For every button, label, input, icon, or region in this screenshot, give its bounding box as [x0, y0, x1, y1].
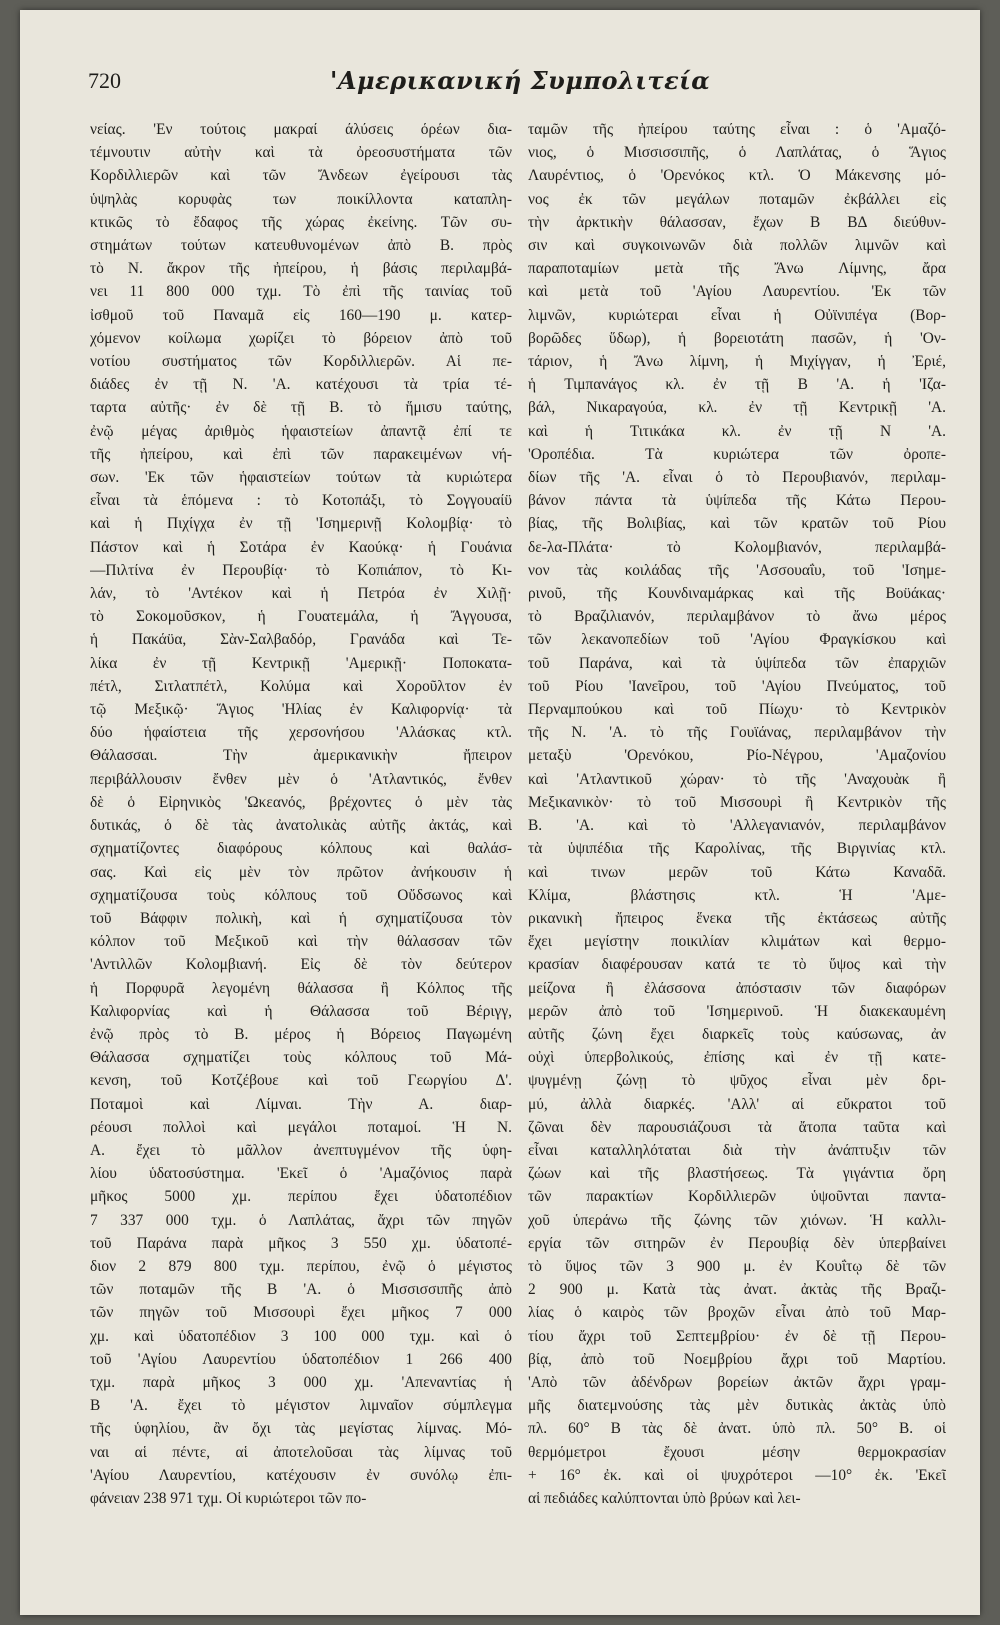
text-line: Καλιφορνίας καὶ ἡ Θάλασσα τοῦ Βέριγγ,	[90, 1002, 512, 1020]
text-line: τῶν λεκανοπεδίων τοῦ 'Αγίου Φραγκίσκου καὶ	[528, 631, 946, 649]
text-line: ναι αἱ πέντε, αἱ ἀποτελοῦσαι τὰς λίμνας τοῦ	[90, 1443, 512, 1461]
text-line: ταμῶν τῆς ἠπείρου ταύτης εἶναι : ὁ 'Αμαζό-	[528, 121, 946, 138]
text-line: ρικανικὴ ἤπειρος ἕνεκα τῆς ἐκτάσεως αὐτῆς	[528, 909, 946, 927]
text-line: καὶ τινων μερῶν τοῦ Κάτω Καναδᾶ.	[528, 863, 946, 881]
text-line: χοῦ ὑπεράνω τῆς ζώνης τῶν χιόνων. Ἡ καλλι-	[528, 1211, 946, 1229]
text-line: Α. ἔχει τὸ μᾶλλον ἀνεπτυγμένον τῆς ὑφη-	[90, 1141, 512, 1159]
text-line: Λαυρέντιος, ὁ 'Ορενόκος κτλ. Ὁ Μάκενσης μό-	[528, 167, 946, 185]
text-line: εργία τῶν σιτηρῶν ἐν Περουβίᾳ δὲν ὑπερβαίνει	[528, 1234, 946, 1252]
text-line: τῶν πηγῶν τοῦ Μισσουρὶ ἔχει μῆκος 7 000	[90, 1304, 512, 1322]
text-line: μείζονα ἢ ἐλάσσονα ἀπόστασιν τῶν διαφόρων	[528, 979, 946, 997]
text-line: νείας. 'Εν τούτοις μακραί άλύσεις όρέων δια-	[90, 121, 512, 138]
text-line: 'Αγίου Λαυρεντίου, κατέχουσιν ἐν συνόλῳ ἐπι-	[90, 1466, 512, 1484]
text-line: λίας ὁ καιρὸς τῶν βροχῶν εἶναι ἀπὸ τοῦ Μαρ-	[528, 1304, 946, 1322]
text-line: τοῦ Ρίου 'Ιανεῖρου, τοῦ 'Αγίου Πνεύματος, τοῦ	[528, 677, 946, 695]
text-line: Θάλασσα σχηματίζει τοὺς κόλπους τοῦ Μά-	[90, 1049, 512, 1067]
text-line: βορῶδες ὕδωρ), ἡ βορειοτάτη πασῶν, ἡ 'Ον-	[528, 329, 946, 347]
text-line: 'Αντιλλῶν Κολομβιανή. Εἰς δὲ τὸν δεύτερον	[90, 956, 512, 974]
text-line: τχμ. παρὰ μῆκος 3 000 χμ. 'Απεναντίας ἡ	[90, 1373, 512, 1391]
text-line: ρινοῦ, τῆς Κουνδιναμάρκας καὶ τῆς Βοϋάκας·	[528, 585, 946, 603]
text-line: κόλπον τοῦ Μεξικοῦ καὶ τὴν θάλασσαν τῶν	[90, 933, 512, 951]
text-line: τὰ ὑψιπέδια τῆς Καρολίνας, τῆς Βιργινίας κτλ.	[528, 840, 946, 858]
text-line: διάδες ἐν τῇ Ν. 'Α. κατέχουσι τὰ τρία τέ-	[90, 376, 512, 394]
text-line: 7 337 000 τχμ. ὁ Λαπλάτας, ἄχρι τῶν πηγῶν	[90, 1211, 512, 1229]
text-line: καὶ ἡ Πιχίγχα ἐν τῇ 'Ισημερινῇ Κολομβίᾳ· τὸ	[90, 515, 512, 533]
text-line: ἰσθμοῦ τοῦ Παναμᾶ εἰς 160—190 μ. κατερ-	[90, 306, 512, 324]
text-line: ζώων καὶ τῆς βλαστήσεως. Τὰ γιγάντια ὄρη	[528, 1165, 946, 1183]
text-line: σχηματίζουσα τοὺς κόλπους τοῦ Οὔδσωνος καὶ	[90, 886, 512, 904]
text-line: τὸ ὕψος τῶν 3 900 μ. ἐν Κουΐτῳ δὲ τῶν	[528, 1257, 946, 1275]
text-line: ὑψηλὰς κορυφὰς των ποικίλλοντα καταπλη-	[90, 190, 512, 208]
text-line: Μεξικανικὸν· τὸ τοῦ Μισσουρὶ ἢ Κεντρικὸν τῆς	[528, 793, 946, 811]
text-line: τίου ἄχρι τοῦ Σεπτεμβρίου· ἐν δὲ τῇ Περου-	[528, 1327, 946, 1345]
text-line: πέτλ, Σιτλατπέτλ, Κολύμα καὶ Χοροῦλτον ἐν	[90, 677, 512, 695]
text-line: δε-λα-Πλάτα· τὸ Κολομβιανόν, περιλαμβά-	[528, 538, 946, 556]
right-column	[528, 118, 946, 1510]
text-line: τοῦ Βάφφιν πολικὴ, καὶ ἡ σχηματίζουσα τὸν	[90, 909, 512, 927]
text-line: σιν καὶ συγκοινωνῶν διὰ πολλῶν λιμνῶν καὶ	[528, 237, 946, 255]
text-line: δίων τῆς 'Α. εἶναι ὁ τὸ Περουβιανόν, περιλαμ-	[528, 469, 946, 487]
text-line: τοῦ Παράνα, καὶ τὰ ὑψίπεδα τῶν ἐπαρχιῶν	[528, 654, 946, 672]
text-line: νοτίου συστήματος τῶν Κορδιλλιερῶν. Αἱ πε-	[90, 353, 512, 371]
page-number: 720	[88, 68, 121, 93]
text-line: λίου ὑδατοσύστημα. 'Εκεῖ ὁ 'Αμαζόνιος παρὰ	[90, 1165, 512, 1183]
text-line: τὸ Σοκομοῦσκον, ἡ Γουατεμάλα, ἡ Ἄγγουσα,	[90, 608, 512, 626]
text-line: τῶν ποταμῶν τῆς Β 'Α. ὁ Μισσισσιπῆς ἀπὸ	[90, 1281, 512, 1299]
text-line: καὶ ἡ Τιτικάκα κλ. ἐν τῇ Ν 'Α.	[528, 422, 946, 440]
text-line: τὸ Βραζιλιανόν, περιλαμβάνον τὸ ἄνω μέρος	[528, 608, 946, 626]
text-line: ἐνῷ πρὸς τὸ Β. μέρος ἡ Βόρειος Παγωμένη	[90, 1025, 512, 1043]
running-head: 'Αμερικανική Συμπολιτεία	[330, 66, 711, 95]
text-line: βίᾳ, ἀπὸ τοῦ Νοεμβρίου ἄχρι τοῦ Μαρτίου.	[528, 1350, 946, 1368]
text-line: τῆς Ν. 'Α. τὸ τῆς Γουϊάνας, περιλαμβάνον τὴν	[528, 724, 946, 742]
text-line: κρασίαν διαφέρουσαν κατά τε τὸ ὕψος καὶ τὴν	[528, 956, 946, 974]
text-line: μῆκος 5000 χμ. περίπου ἔχει ὑδατοπέδιον	[90, 1188, 512, 1206]
text-line: Β. 'Α. καὶ τὸ 'Αλλεγανιανόν, περιλαμβάνον	[528, 817, 946, 835]
text-line: Ποταμοὶ καὶ Λίμναι. Τὴν Α. διαρ-	[90, 1095, 512, 1113]
text-line: πλ. 60° Β τὰς δὲ ἀνατ. ὑπὸ πλ. 50° Β. οἱ	[528, 1420, 946, 1438]
text-line: μύ, ἀλλὰ διαρκές. 'Αλλ' αἱ εὔκρατοι τοῦ	[528, 1095, 946, 1113]
text-line: διον 2 879 800 τχμ. περίπου, ἐνῷ ὁ μέγιστος	[90, 1257, 512, 1275]
text-line: τὸ Ν. ἄκρον τῆς ἠπείρου, ἡ βάσις περιλαμβά-	[90, 260, 512, 278]
text-line: Πάστον καὶ ἡ Σοτάρα ἐν Καούκᾳ· ἡ Γουάνια	[90, 538, 512, 556]
text-line: ἡ Πορφυρᾶ λεγομένη θάλασσα ἢ Κόλπος τῆς	[90, 979, 512, 997]
text-line: αὐτῆς ζώνη ἔχει διαρκεῖς τοὺς καύσωνας, ἀν	[528, 1025, 946, 1043]
text-line: 'Οροπέδια. Τὰ κυριώτερα τῶν ὀροπε-	[528, 445, 946, 463]
text-line: ἔχει μεγίστην ποικιλίαν κλιμάτων καὶ θερμο-	[528, 933, 946, 951]
text-line: τῶν παρακτίων Κορδιλλιερῶν ὑψοῦνται παντα-	[528, 1188, 946, 1206]
text-line: ἡ Πακάϋα, Σὰν-Σαλβαδόρ, Γρανάδα καὶ Τε-	[90, 631, 512, 649]
text-line: νος ἐκ τῶν μεγάλων ποταμῶν ἐκβάλλει εἰς	[528, 190, 946, 208]
text-line: μῆς διατεμνούσης τὰς μὲν δυτικὰς ἀκτὰς ὑπὸ	[528, 1397, 946, 1415]
text-line: σχηματίζοντες διαφόρους κόλπους καὶ θαλάσ-	[90, 840, 512, 858]
text-line: κτικῶς τὸ ἔδαφος τῆς χώρας ἐκείνης. Τῶν συ-	[90, 213, 512, 231]
text-line: παραποταμίων μετὰ τῆς Ἄνω Λίμνης, ἄρα	[528, 260, 946, 278]
text-line: Β 'Α. ἔχει τὸ μέγιστον λιμναῖον σύμπλεγμα	[90, 1397, 512, 1415]
text-line: ζῶναι δὲν παρουσιάζουσι τὰ ἄτοπα ταῦτα καὶ	[528, 1118, 946, 1136]
text-line: ταρτα αὐτῆς· ἐν δὲ τῇ Β. τὸ ἥμισυ ταύτης,	[90, 399, 512, 417]
text-line: ψυγμένῃ ζώνῃ τὸ ψῦχος εἶναι μὲν δρι-	[528, 1072, 946, 1090]
text-line: θερμόμετροι ἔχουσι μέσην θερμοκρασίαν	[528, 1443, 946, 1461]
text-line: εἶναι τὰ ἑπόμενα : τὸ Κοτοπάξι, τὸ Σογγουαίϋ	[90, 492, 512, 510]
text-line: Θάλασσαι. Τὴν ἀμερικανικὴν ἤπειρον	[90, 747, 512, 765]
text-line: ἐνῷ μέγας ἀριθμὸς ἡφαιστείων ἀπαντᾷ ἐπί τε	[90, 422, 512, 440]
book-page	[20, 10, 980, 1615]
text-line: ἡ Τιμπανάγος κλ. ἐν τῇ Β 'Α. ἡ 'Ιζα-	[528, 376, 946, 394]
text-line: μερῶν ἀπὸ τοῦ 'Ισημερινοῦ. Ἡ διακεκαυμένη	[528, 1002, 946, 1020]
text-line: 2 900 μ. Κατὰ τὰς ἀνατ. ἀκτὰς τῆς Βραζι-	[528, 1281, 946, 1299]
text-line: βίας, τῆς Βολιβίας, καὶ τῶν κρατῶν τοῦ Ρίου	[528, 515, 946, 533]
text-line: καὶ μετὰ τοῦ 'Αγίου Λαυρεντίου. 'Εκ τῶν	[528, 283, 946, 301]
page-header	[20, 10, 980, 100]
text-line: μεταξὺ 'Ορενόκου, Ρίο-Νέγρου, 'Αμαζονίου	[528, 747, 946, 765]
text-line: τῆς ὑφηλίου, ἂν ὄχι τὰς μεγίστας λίμνας. Μό-	[90, 1420, 512, 1438]
text-line: τοῦ Παράνα παρὰ μῆκος 3 550 χμ. ὑδατοπέ-	[90, 1234, 512, 1252]
text-line: καὶ 'Ατλαντικοῦ χώραν· τὸ τῆς 'Αναχουὰκ ἢ	[528, 770, 946, 788]
text-line: νιος, ὁ Μισσισσιπῆς, ὁ Λαπλάτας, ὁ Ἅγιος	[528, 144, 946, 162]
text-line: νει 11 800 000 τχμ. Τὸ ἐπὶ τῆς ταινίας τοῦ	[90, 283, 512, 301]
text-line: σων. 'Εκ τῶν ἡφαιστείων τούτων τὰ κυριώτερα	[90, 469, 512, 487]
text-line: τὴν ἀρκτικὴν θάλασσαν, ἔχων Β ΒΔ διεύθυν-	[528, 213, 946, 231]
text-line: τῷ Μεξικῷ· Ἅγιος 'Ηλίας ἐν Καλιφορνίᾳ· τὰ	[90, 701, 512, 719]
text-line: στημάτων τούτων κατευθυνομένων ἀπὸ Β. πρὸς	[90, 237, 512, 255]
text-line: νον τὰς κοιλάδας τῆς 'Ασσουαΐυ, τοῦ 'Ισημε-	[528, 561, 946, 579]
text-line: τοῦ 'Αγίου Λαυρεντίου ὑδατοπέδιον 1 266 400	[90, 1350, 512, 1368]
text-line: φάνειαν 238 971 τχμ. Οἱ κυριώτεροι τῶν πο-	[90, 1489, 367, 1507]
text-line: τέμνουτιν αὐτὴν καὶ τὰ ὀρεοσυστήματα τῶν	[90, 144, 512, 162]
text-line: Κλίμα, βλάστησις κτλ. Ἡ 'Αμε-	[528, 886, 946, 904]
text-line: βάνον πάντα τὰ ὑψίπεδα τῆς Κάτω Περου-	[528, 492, 946, 510]
text-line: βάλ, Νικαραγούα, κλ. ἐν τῇ Κεντρικῇ 'Α.	[528, 399, 946, 417]
text-line: Κορδιλλιερῶν καὶ τῶν Ἄνδεων ἐγείρουσι τὰς	[90, 167, 512, 185]
text-line: χόμενον κοίλωμα χωρίζει τὸ βόρειον ἀπὸ τοῦ	[90, 329, 512, 347]
text-line: εἶναι καταλληλόταται διὰ τὴν ἀνάπτυξιν τῶν	[528, 1141, 946, 1159]
left-column	[90, 118, 512, 1510]
text-line: 'Απὸ τῶν ἀδένδρων βορείων ἀκτῶν ἄχρι γραμ-	[528, 1373, 946, 1391]
text-line: περιβάλλουσιν ἔνθεν μὲν ὁ 'Ατλαντικός, ἔνθεν	[90, 770, 512, 788]
text-line: δύο ἡφαίστεια τῆς χερσονήσου 'Αλάσκας κτλ.	[90, 724, 512, 742]
text-line: Περναμπούκου καὶ τοῦ Πίωχυ· τὸ Κεντρικὸν	[528, 701, 946, 719]
text-line: ρέουσι πολλοὶ καὶ μεγάλοι ποταμοί. Ἡ Ν.	[90, 1118, 512, 1136]
text-line: τάριον, ἡ Ἄνω λίμνη, ἡ Μιχίγγαν, ἡ Ἐριέ,	[528, 353, 946, 371]
text-line: δὲ ὁ Εἰρηνικὸς 'Ωκεανός, βρέχοντες ὁ μὲν τὰς	[90, 793, 512, 811]
text-line: + 16° ἐκ. καὶ οἱ ψυχρότεροι —10° ἐκ. 'Εκεῖ	[528, 1466, 946, 1484]
text-line: δυτικάς, ὁ δὲ τὰς ἀνατολικὰς αὐτῆς ἀκτάς, καὶ	[90, 817, 512, 835]
text-line: λάν, τὸ 'Αντέκον καὶ ἡ Πετρόα ἐν Χιλῇ·	[90, 585, 512, 603]
text-line: λιμνῶν, κυριώτεραι εἶναι ἡ Οὐϊνιπέγα (Βορ-	[528, 306, 946, 324]
text-line: αἱ πεδιάδες καλύπτονται ὑπὸ βρύων καὶ λει-	[528, 1489, 801, 1507]
text-line: —Πιλτίνα ἐν Περουβίᾳ· τὸ Κοπιάπον, τὸ Κι-	[90, 561, 512, 579]
text-line: χμ. καὶ ὑδατοπέδιον 3 100 000 τχμ. καὶ ὁ	[90, 1327, 512, 1345]
text-line: τῆς ἠπείρου, καὶ ἐπὶ τῶν παρακειμένων νή-	[90, 445, 512, 463]
text-line: σας. Καὶ εἰς μὲν τὸν πρῶτον ἀνήκουσιν ἡ	[90, 863, 512, 881]
text-line: οὐχὶ ὑπερβολικούς, ἐπίσης καὶ ἐν τῇ κατε-	[528, 1049, 946, 1067]
text-line: λίκα ἐν τῇ Κεντρικῇ 'Αμερικῇ· Ποποκατα-	[90, 654, 512, 672]
text-line: κενση, τοῦ Κοτζέβουε καὶ τοῦ Γεωργίου Δ'.	[90, 1072, 512, 1090]
